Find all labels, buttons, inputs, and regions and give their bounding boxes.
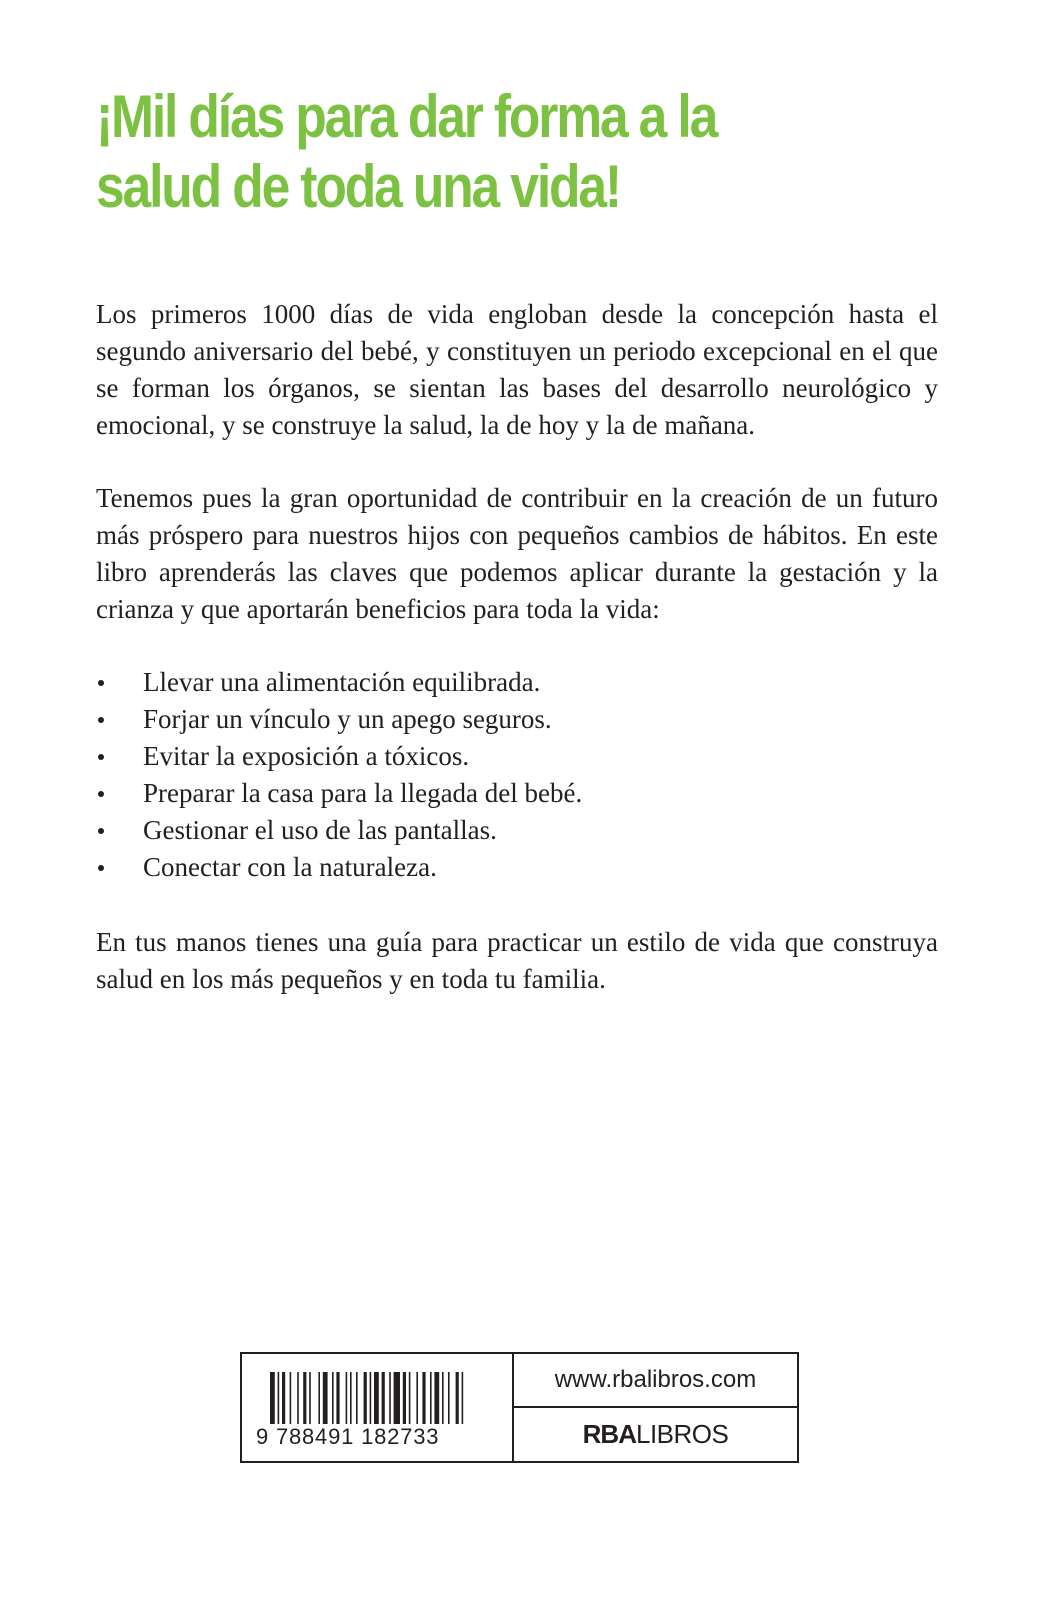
isbn-digits: 9 788491 182733 [256, 1424, 440, 1449]
list-item-text: Evitar la exposición a tóxicos. [143, 741, 470, 771]
barcode-bar [462, 1372, 464, 1424]
publisher-logo-bold: RBA [582, 1419, 636, 1449]
barcode-bar [290, 1372, 292, 1424]
list-item [96, 701, 938, 738]
barcode-bar [303, 1372, 306, 1424]
bullet-icon [98, 791, 104, 797]
barcode-bar [409, 1372, 411, 1424]
barcode-bar [374, 1372, 379, 1424]
barcode-bar [370, 1372, 372, 1424]
barcode-bar [297, 1372, 299, 1424]
list-item-text: Preparar la casa para la llegada del bebé. [143, 778, 583, 808]
paragraph-opportunity: Tenemos pues la gran oportunidad de contribuir en la creación de un futuro más próspero para nuestros hijos con pequeños cambios de hábitos. En este libro aprenderás las claves que podemos aplicar durante la gestación y la crianza y que aportarán beneficios para toda la vida: [96, 483, 938, 624]
bullet-icon [98, 828, 104, 834]
list-item [96, 775, 938, 812]
barcode-bar [336, 1372, 339, 1424]
paragraph-intro: Los primeros 1000 días de vida engloban desde la concepción hasta el segundo aniversario del bebé, y constituyen un periodo excepcional en el que se forman los órganos, se sientan las bases del desarrollo neurológico y emocional, y se construye la salud, la de hoy y la de mañana. [96, 299, 938, 440]
benefits-list [96, 664, 938, 886]
bullet-icon [98, 754, 104, 760]
headline: ¡Mil días para dar forma a la salud de toda una vida! [96, 83, 717, 220]
barcode-bar [448, 1372, 450, 1424]
list-item [96, 738, 938, 775]
website-url: www.rbalibros.com [514, 1354, 797, 1408]
list-item [96, 664, 938, 701]
barcode-bar [403, 1372, 406, 1424]
barcode-bar [270, 1372, 275, 1424]
barcode-bar [434, 1372, 439, 1424]
barcode-bar [350, 1372, 352, 1424]
bullet-icon [98, 717, 104, 723]
barcode-bar [332, 1372, 334, 1424]
list-item-text: Gestionar el uso de las pantallas. [143, 815, 497, 845]
paragraph-closing: En tus manos tienes una guía para practicar un estilo de vida que construya salud en los más pequeños y en toda tu familia. [96, 927, 938, 994]
barcode-bar [442, 1372, 444, 1424]
bullet-icon [98, 680, 104, 686]
list-item-text: Llevar una alimentación equilibrada. [143, 667, 541, 697]
barcode-bar [278, 1372, 280, 1424]
barcode-bar [416, 1372, 418, 1424]
barcode-bar [282, 1372, 285, 1424]
barcode-bar [356, 1372, 358, 1424]
barcode-bar [346, 1372, 348, 1424]
list-item [96, 812, 938, 849]
bullet-icon [98, 865, 104, 871]
barcode-bar [394, 1372, 400, 1424]
list-item-text: Conectar con la naturaleza. [143, 852, 437, 882]
list-item-text: Forjar un vínculo y un apego seguros. [143, 704, 552, 734]
barcode-bar [309, 1372, 311, 1424]
barcode-bar [456, 1372, 459, 1424]
list-item [96, 849, 938, 886]
back-cover-text [96, 296, 938, 998]
barcode-bar [389, 1372, 391, 1424]
publisher-logo [514, 1408, 797, 1461]
barcode-cell [242, 1354, 514, 1461]
barcode-bar [430, 1372, 432, 1424]
barcode-bar [323, 1372, 328, 1424]
barcode-bar [422, 1372, 425, 1424]
barcode-bar [364, 1372, 367, 1424]
barcode-bar [318, 1372, 320, 1424]
publisher-logo-light: LIBROS [635, 1419, 729, 1449]
barcode-bar [382, 1372, 385, 1424]
footer-box [240, 1352, 799, 1463]
barcode-icon [256, 1372, 496, 1428]
